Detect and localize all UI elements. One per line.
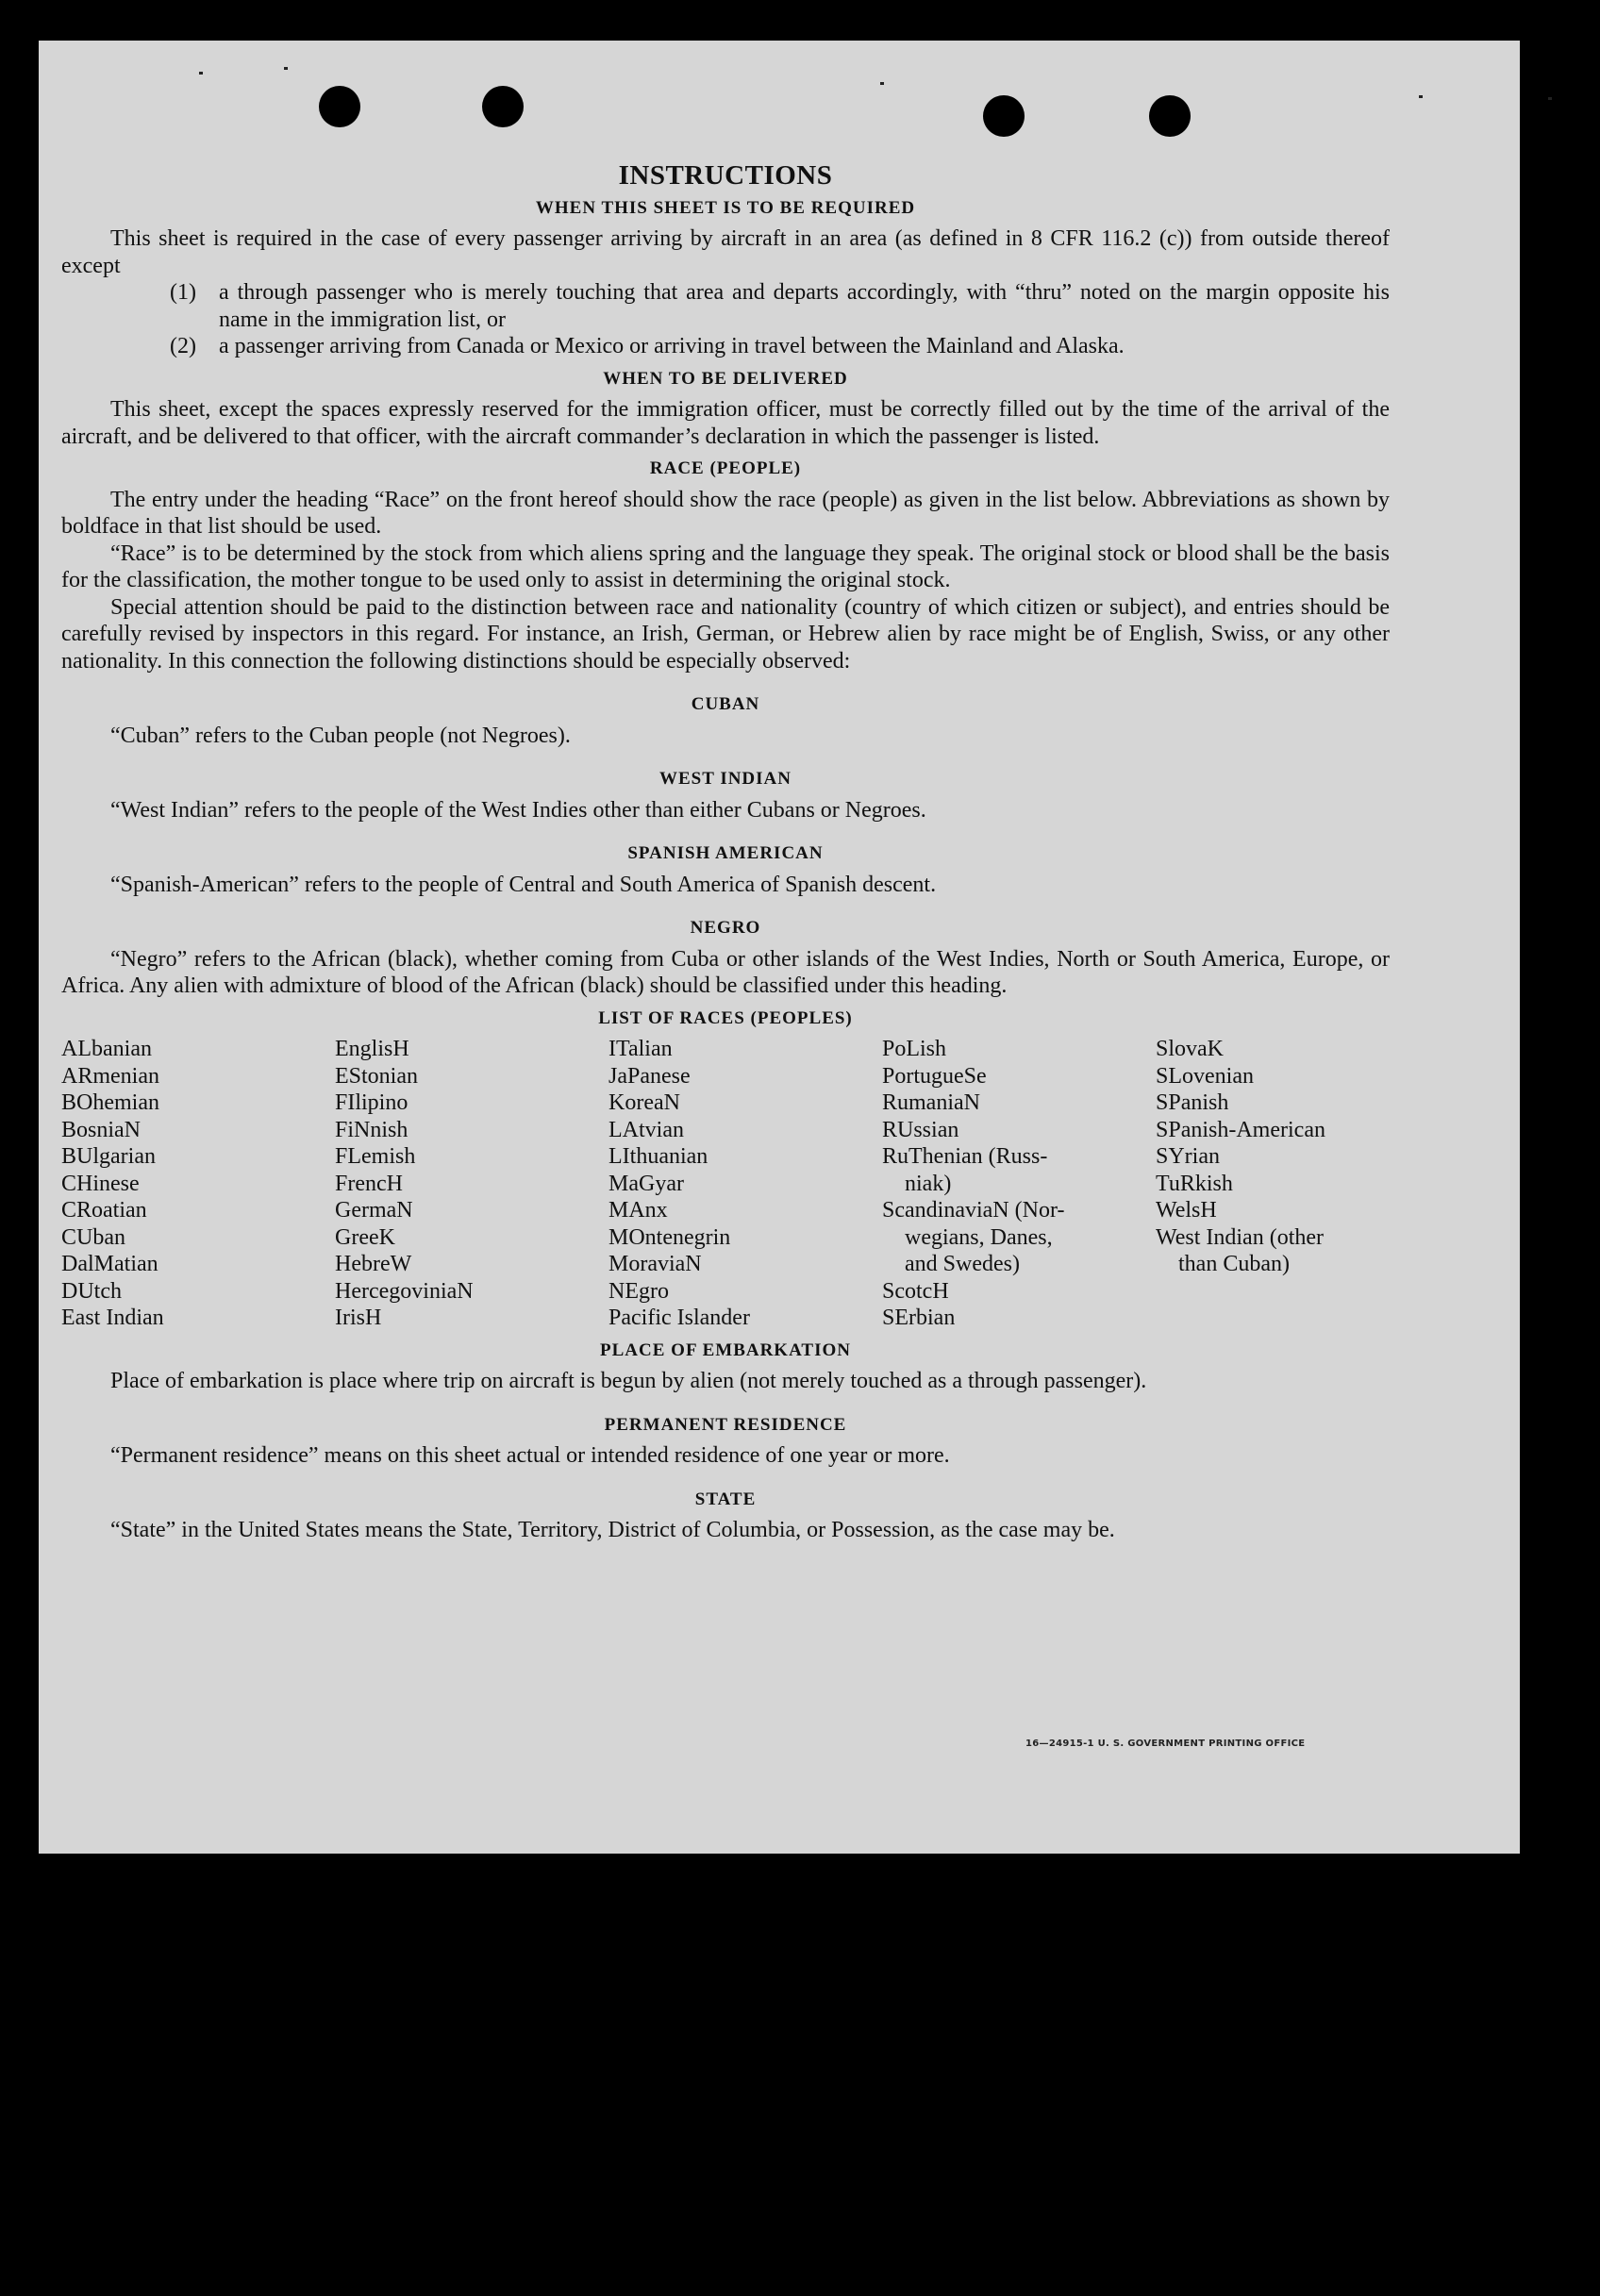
speck — [284, 67, 288, 70]
heading-permanent-residence: PERMANENT RESIDENCE — [604, 1414, 847, 1435]
race-entry: ScandinaviaN (Nor- — [882, 1198, 1065, 1223]
heading-state: STATE — [694, 1489, 757, 1509]
heading-race: RACE (PEOPLE) — [649, 458, 802, 478]
list-item — [61, 279, 1390, 333]
race-entry: BUlgarian — [61, 1144, 156, 1169]
race-entry: FrencH — [335, 1171, 403, 1196]
printer-imprint: 16—24915-1 U. S. GOVERNMENT PRINTING OFFICE — [1025, 1739, 1306, 1749]
race-entry: DUtch — [61, 1278, 122, 1304]
race-entry: PoLish — [882, 1037, 947, 1061]
race-entry: East Indian — [61, 1306, 164, 1330]
paragraph: “Cuban” refers to the Cuban people (not Negroes). — [110, 723, 571, 748]
race-entry: ScotcH — [882, 1278, 949, 1304]
race-entry: FLemish — [335, 1144, 416, 1169]
race-entry-continued: wegians, Danes, — [905, 1224, 1053, 1250]
race-entry: HebreW — [335, 1252, 412, 1276]
page-title: INSTRUCTIONS — [618, 160, 833, 191]
race-entry: IrisH — [335, 1306, 382, 1330]
race-entry: MoraviaN — [608, 1252, 702, 1276]
paragraph: Place of embarkation is place where trip on aircraft is begun by alien (not merely touched as a through passenger). — [110, 1369, 1147, 1393]
speck — [1419, 95, 1423, 98]
heading-embarkation: PLACE OF EMBARKATION — [600, 1339, 851, 1360]
race-entry: MOntenegrin — [608, 1224, 731, 1250]
paragraph: “West Indian” refers to the people of the West Indies other than either Cubans or Negroes. — [110, 797, 926, 823]
races-column — [335, 1036, 608, 1332]
race-entry: SPanish-American — [1156, 1117, 1325, 1142]
race-entry: RuThenian (Russ- — [882, 1144, 1048, 1169]
race-entry: RUssian — [882, 1117, 959, 1142]
heading-cuban: CUBAN — [691, 694, 760, 714]
item-number: (1) — [170, 280, 196, 305]
paragraph: The entry under the heading “Race” on the front hereof should show the race (people) as given in the list below. Abbreviations as shown by boldface in that list should be used. — [61, 487, 1390, 539]
punch-hole — [1149, 95, 1191, 137]
punch-hole — [482, 86, 524, 127]
paragraph: “State” in the United States means the State, Territory, District of Columbia, or Possession, as the case may be. — [110, 1518, 1115, 1542]
heading-negro: NEGRO — [690, 918, 761, 938]
race-entry: SYrian — [1156, 1144, 1220, 1169]
race-entry: FIlipino — [335, 1090, 408, 1115]
race-entry-continued: than Cuban) — [1178, 1252, 1290, 1276]
race-entry: HercegoviniaN — [335, 1278, 474, 1304]
race-entry: DalMatian — [61, 1252, 158, 1276]
heading-spanish-american: SPANISH AMERICAN — [627, 843, 824, 863]
heading-when-required: WHEN THIS SHEET IS TO BE REQUIRED — [535, 197, 916, 218]
race-entry: GreeK — [335, 1224, 395, 1250]
race-entry: MAnx — [608, 1198, 668, 1223]
races-list — [61, 1036, 1390, 1332]
paragraph: “Race” is to be determined by the stock from which aliens spring and the language they speak. The original stock or blood shall be the basis for the classification, the mother tongue to be used only to assist in determining the original stock. — [61, 541, 1390, 592]
race-entry: WelsH — [1156, 1198, 1217, 1223]
heading-west-indian: WEST INDIAN — [659, 769, 792, 789]
paragraph: Special attention should be paid to the distinction between race and nationality (country of which citizen or subject), and entries should be carefully revised by inspectors in this regard. For instance, an Irish, German, or Hebrew alien by race might be of English, Swiss, or any other nationality. In this connection the following distinctions should be especially observed: — [61, 594, 1390, 674]
item-text: a passenger arriving from Canada or Mexico or arriving in travel between the Mainland and Alaska. — [219, 334, 1125, 358]
race-entry: SLovenian — [1156, 1063, 1254, 1089]
race-entry: FiNnish — [335, 1117, 408, 1142]
race-entry: JaPanese — [608, 1063, 691, 1089]
races-column — [1156, 1036, 1429, 1332]
race-entry-continued: and Swedes) — [905, 1252, 1020, 1276]
paragraph: This sheet, except the spaces expressly reserved for the immigration officer, must be correctly filled out by the time of the arrival of the aircraft, and be delivered to that officer, with the aircraft commander’s declaration in which the passenger is listed. — [61, 397, 1390, 449]
race-entry: EStonian — [335, 1063, 418, 1089]
race-entry: TuRkish — [1156, 1171, 1233, 1196]
race-entry: West Indian (other — [1156, 1224, 1325, 1250]
race-entry: ITalian — [608, 1037, 673, 1061]
instructions-text — [61, 162, 1390, 1544]
race-entry: SlovaK — [1156, 1037, 1224, 1061]
race-entry-continued: niak) — [905, 1171, 952, 1196]
races-column — [61, 1036, 335, 1332]
race-entry: LIthuanian — [608, 1144, 708, 1169]
race-entry: ALbanian — [61, 1037, 152, 1061]
item-text: a through passenger who is merely touching that area and departs accordingly, with “thru” noted on the margin opposite his name in the immigration list, or — [219, 280, 1390, 332]
race-entry: ARmenian — [61, 1063, 159, 1089]
race-entry: Pacific Islander — [608, 1306, 750, 1330]
heading-list-of-races: LIST OF RACES (PEOPLES) — [598, 1007, 853, 1028]
races-column — [608, 1036, 882, 1332]
race-entry: NEgro — [608, 1278, 669, 1304]
race-entry: BOhemian — [61, 1090, 159, 1115]
paragraph: “Permanent residence” means on this sheet actual or intended residence of one year or more. — [110, 1443, 950, 1468]
race-entry: GermaN — [335, 1198, 413, 1223]
punch-hole — [319, 86, 360, 127]
race-entry: CHinese — [61, 1171, 140, 1196]
item-number: (2) — [170, 334, 196, 358]
race-entry: CRoatian — [61, 1198, 147, 1223]
punch-hole — [983, 95, 1025, 137]
paragraph: “Negro” refers to the African (black), whether coming from Cuba or other islands of the West Indies, North or South America, Europe, or Africa. Any alien with admixture of blood of the African (black) should be classified under this heading. — [61, 946, 1390, 998]
speck — [1548, 97, 1552, 100]
race-entry: EnglisH — [335, 1037, 409, 1061]
paragraph: “Spanish-American” refers to the people of Central and South America of Spanish descent. — [110, 872, 937, 897]
heading-when-delivered: WHEN TO BE DELIVERED — [603, 368, 848, 389]
race-entry: SPanish — [1156, 1090, 1229, 1115]
list-item — [61, 333, 1390, 360]
race-entry: CUban — [61, 1224, 125, 1250]
paragraph: This sheet is required in the case of every passenger arriving by aircraft in an area (as defined in 8 CFR 116.2 (c)) from outside thereof except — [61, 226, 1390, 278]
race-entry: SErbian — [882, 1306, 956, 1330]
races-column — [882, 1036, 1156, 1332]
race-entry: PortugueSe — [882, 1063, 987, 1089]
speck — [199, 72, 203, 75]
race-entry: BosniaN — [61, 1117, 141, 1142]
race-entry: KoreaN — [608, 1090, 680, 1115]
race-entry: RumaniaN — [882, 1090, 980, 1115]
race-entry: MaGyar — [608, 1171, 684, 1196]
speck — [880, 82, 884, 85]
race-entry: LAtvian — [608, 1117, 684, 1142]
